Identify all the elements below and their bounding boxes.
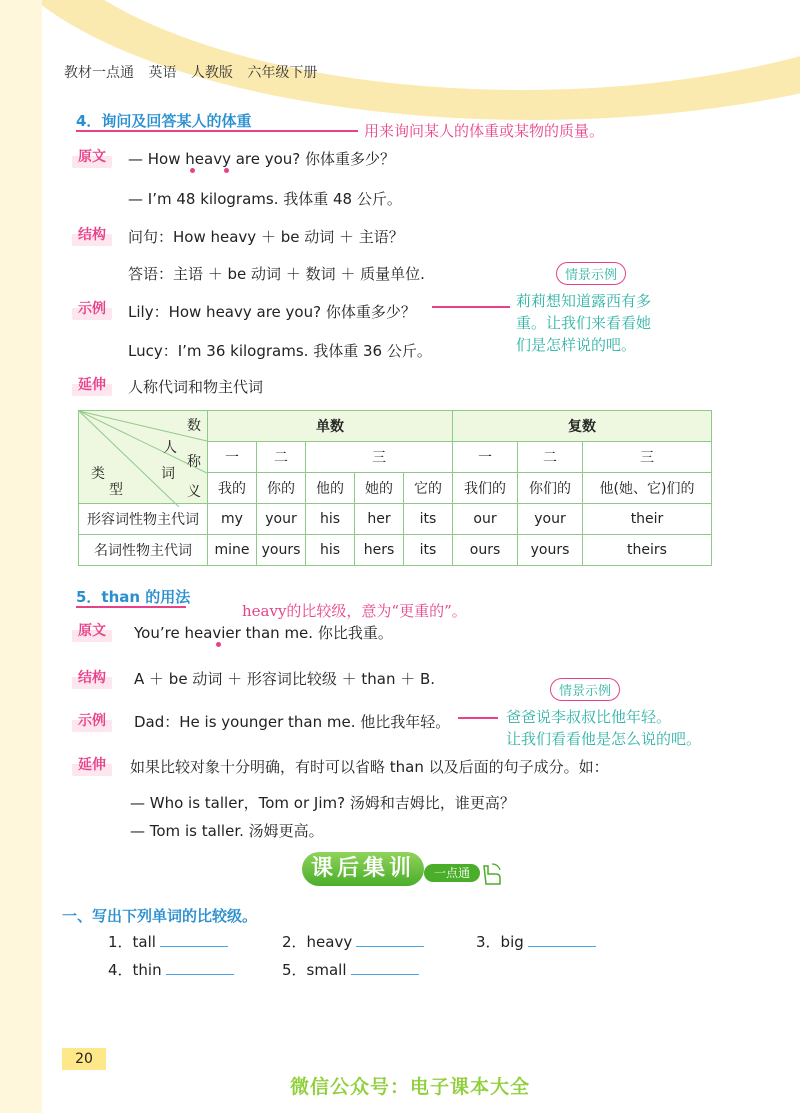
extend-answer: — Tom is taller. 汤姆更高。: [130, 822, 324, 840]
hand-pointer-icon: [478, 862, 504, 888]
scene-bubble: 情景示例: [556, 262, 626, 285]
structure-pattern: A ＋ be 动词 ＋ 形容词比较级 ＋ than ＋ B.: [134, 670, 436, 688]
table-row: 名词性物主代词 mine yours his hers its ours yours theirs: [79, 535, 712, 566]
exercise-item: 1．tall: [108, 931, 228, 952]
example-answer: Lucy：I’m 36 kilograms. 我体重 36 公斤。: [128, 342, 432, 360]
pronoun-table: [78, 410, 712, 566]
scene-bubble: 情景示例: [550, 678, 620, 701]
person-cell: 一: [453, 442, 518, 473]
exercise-item: 3．big: [476, 931, 596, 952]
diag-label: 义: [187, 484, 201, 500]
person-cell: 一: [208, 442, 257, 473]
tag-structure: 结构: [72, 224, 112, 246]
tag-structure: 结构: [72, 667, 112, 689]
diag-label: 数: [187, 418, 201, 434]
exercise-item: 5．small: [282, 959, 419, 980]
diagonal-header-cell: [79, 411, 208, 504]
original-sentence: You’re heavier than me. 你比我重。: [134, 624, 393, 642]
example-question: Lily：How heavy are you? 你体重多少？: [128, 303, 416, 321]
extend-title: 人称代词和物主代词: [128, 378, 264, 396]
plural-header: 复数: [453, 411, 712, 442]
example-sentence: Dad：He is younger than me. 他比我年轻。: [134, 713, 451, 731]
meaning-cell: 他的: [306, 473, 355, 504]
extend-text: 如果比较对象十分明确，有时可以省略 than 以及后面的句子成分。如：: [130, 758, 609, 776]
tag-example: 示例: [72, 710, 112, 732]
tag-extend: 延伸: [72, 374, 112, 396]
header-item: 人教版: [190, 65, 233, 81]
tag-extend: 延伸: [72, 754, 112, 776]
tag-example: 示例: [72, 298, 112, 320]
meaning-cell: 我们的: [453, 473, 518, 504]
meaning-cell: 他(她、它)们的: [583, 473, 712, 504]
meaning-cell: 你的: [257, 473, 306, 504]
practice-banner-sub: 一点通: [424, 864, 480, 882]
diag-label: 型: [109, 482, 123, 498]
structure-answer: 答语：主语 ＋ be 动词 ＋ 数词 ＋ 质量单位.: [128, 265, 425, 283]
meaning-cell: 你们的: [518, 473, 583, 504]
person-cell: 二: [257, 442, 306, 473]
person-cell: 三: [583, 442, 712, 473]
original-answer: — I’m 48 kilograms. 我体重 48 公斤。: [128, 190, 402, 208]
table-row: 形容词性物主代词 my your his her its our your their: [79, 504, 712, 535]
section-4-note: 用来询问某人的体重或某物的质量。: [364, 122, 605, 140]
page-number: 20: [62, 1048, 106, 1070]
diag-label: 类: [91, 466, 105, 482]
section-5-note: heavy的比较级，意为“更重的”。: [242, 602, 467, 620]
header-item: 教材一点通: [64, 65, 134, 81]
singular-header: 单数: [208, 411, 453, 442]
answer-blank[interactable]: [356, 932, 424, 947]
person-cell: 二: [518, 442, 583, 473]
tag-original: 原文: [72, 146, 112, 168]
diag-label: 称: [187, 454, 201, 470]
diag-label: 词: [161, 466, 175, 482]
practice-banner: 课后集训: [302, 852, 424, 886]
answer-blank[interactable]: [160, 932, 228, 947]
exercise-item: 4．thin: [108, 959, 234, 980]
extend-question: — Who is taller，Tom or Jim? 汤姆和吉姆比，谁更高？: [130, 794, 515, 812]
row-label: 名词性物主代词: [79, 535, 208, 566]
meaning-cell: 她的: [355, 473, 404, 504]
answer-blank[interactable]: [351, 960, 419, 975]
section-4-title: 4．询问及回答某人的体重: [76, 112, 252, 130]
scene-note: 莉莉想知道露西有多 重。让我们来看看她 们是怎样说的吧。: [516, 292, 652, 354]
answer-blank[interactable]: [166, 960, 234, 975]
diag-label: 人: [163, 440, 177, 456]
exercise-title: 一、写出下列单词的比较级。: [62, 907, 258, 925]
person-cell: 三: [306, 442, 453, 473]
row-label: 形容词性物主代词: [79, 504, 208, 535]
exercise-item: 2．heavy: [282, 931, 424, 952]
original-question: — How heavy are you? 你体重多少？: [128, 150, 396, 168]
header-item: 英语: [148, 65, 177, 81]
header-item: 六年级下册: [247, 65, 318, 81]
meaning-cell: 它的: [404, 473, 453, 504]
scene-note: 爸爸说李叔叔比他年轻。 让我们看看他是怎么说的吧。: [506, 708, 702, 748]
meaning-cell: 我的: [208, 473, 257, 504]
footer-watermark: 微信公众号：电子课本大全: [290, 1076, 531, 1098]
running-header: [64, 62, 327, 82]
structure-question: 问句：How heavy ＋ be 动词 ＋ 主语？: [128, 228, 404, 246]
section-5-title: 5．than 的用法: [76, 588, 191, 606]
tag-original: 原文: [72, 620, 112, 642]
answer-blank[interactable]: [528, 932, 596, 947]
